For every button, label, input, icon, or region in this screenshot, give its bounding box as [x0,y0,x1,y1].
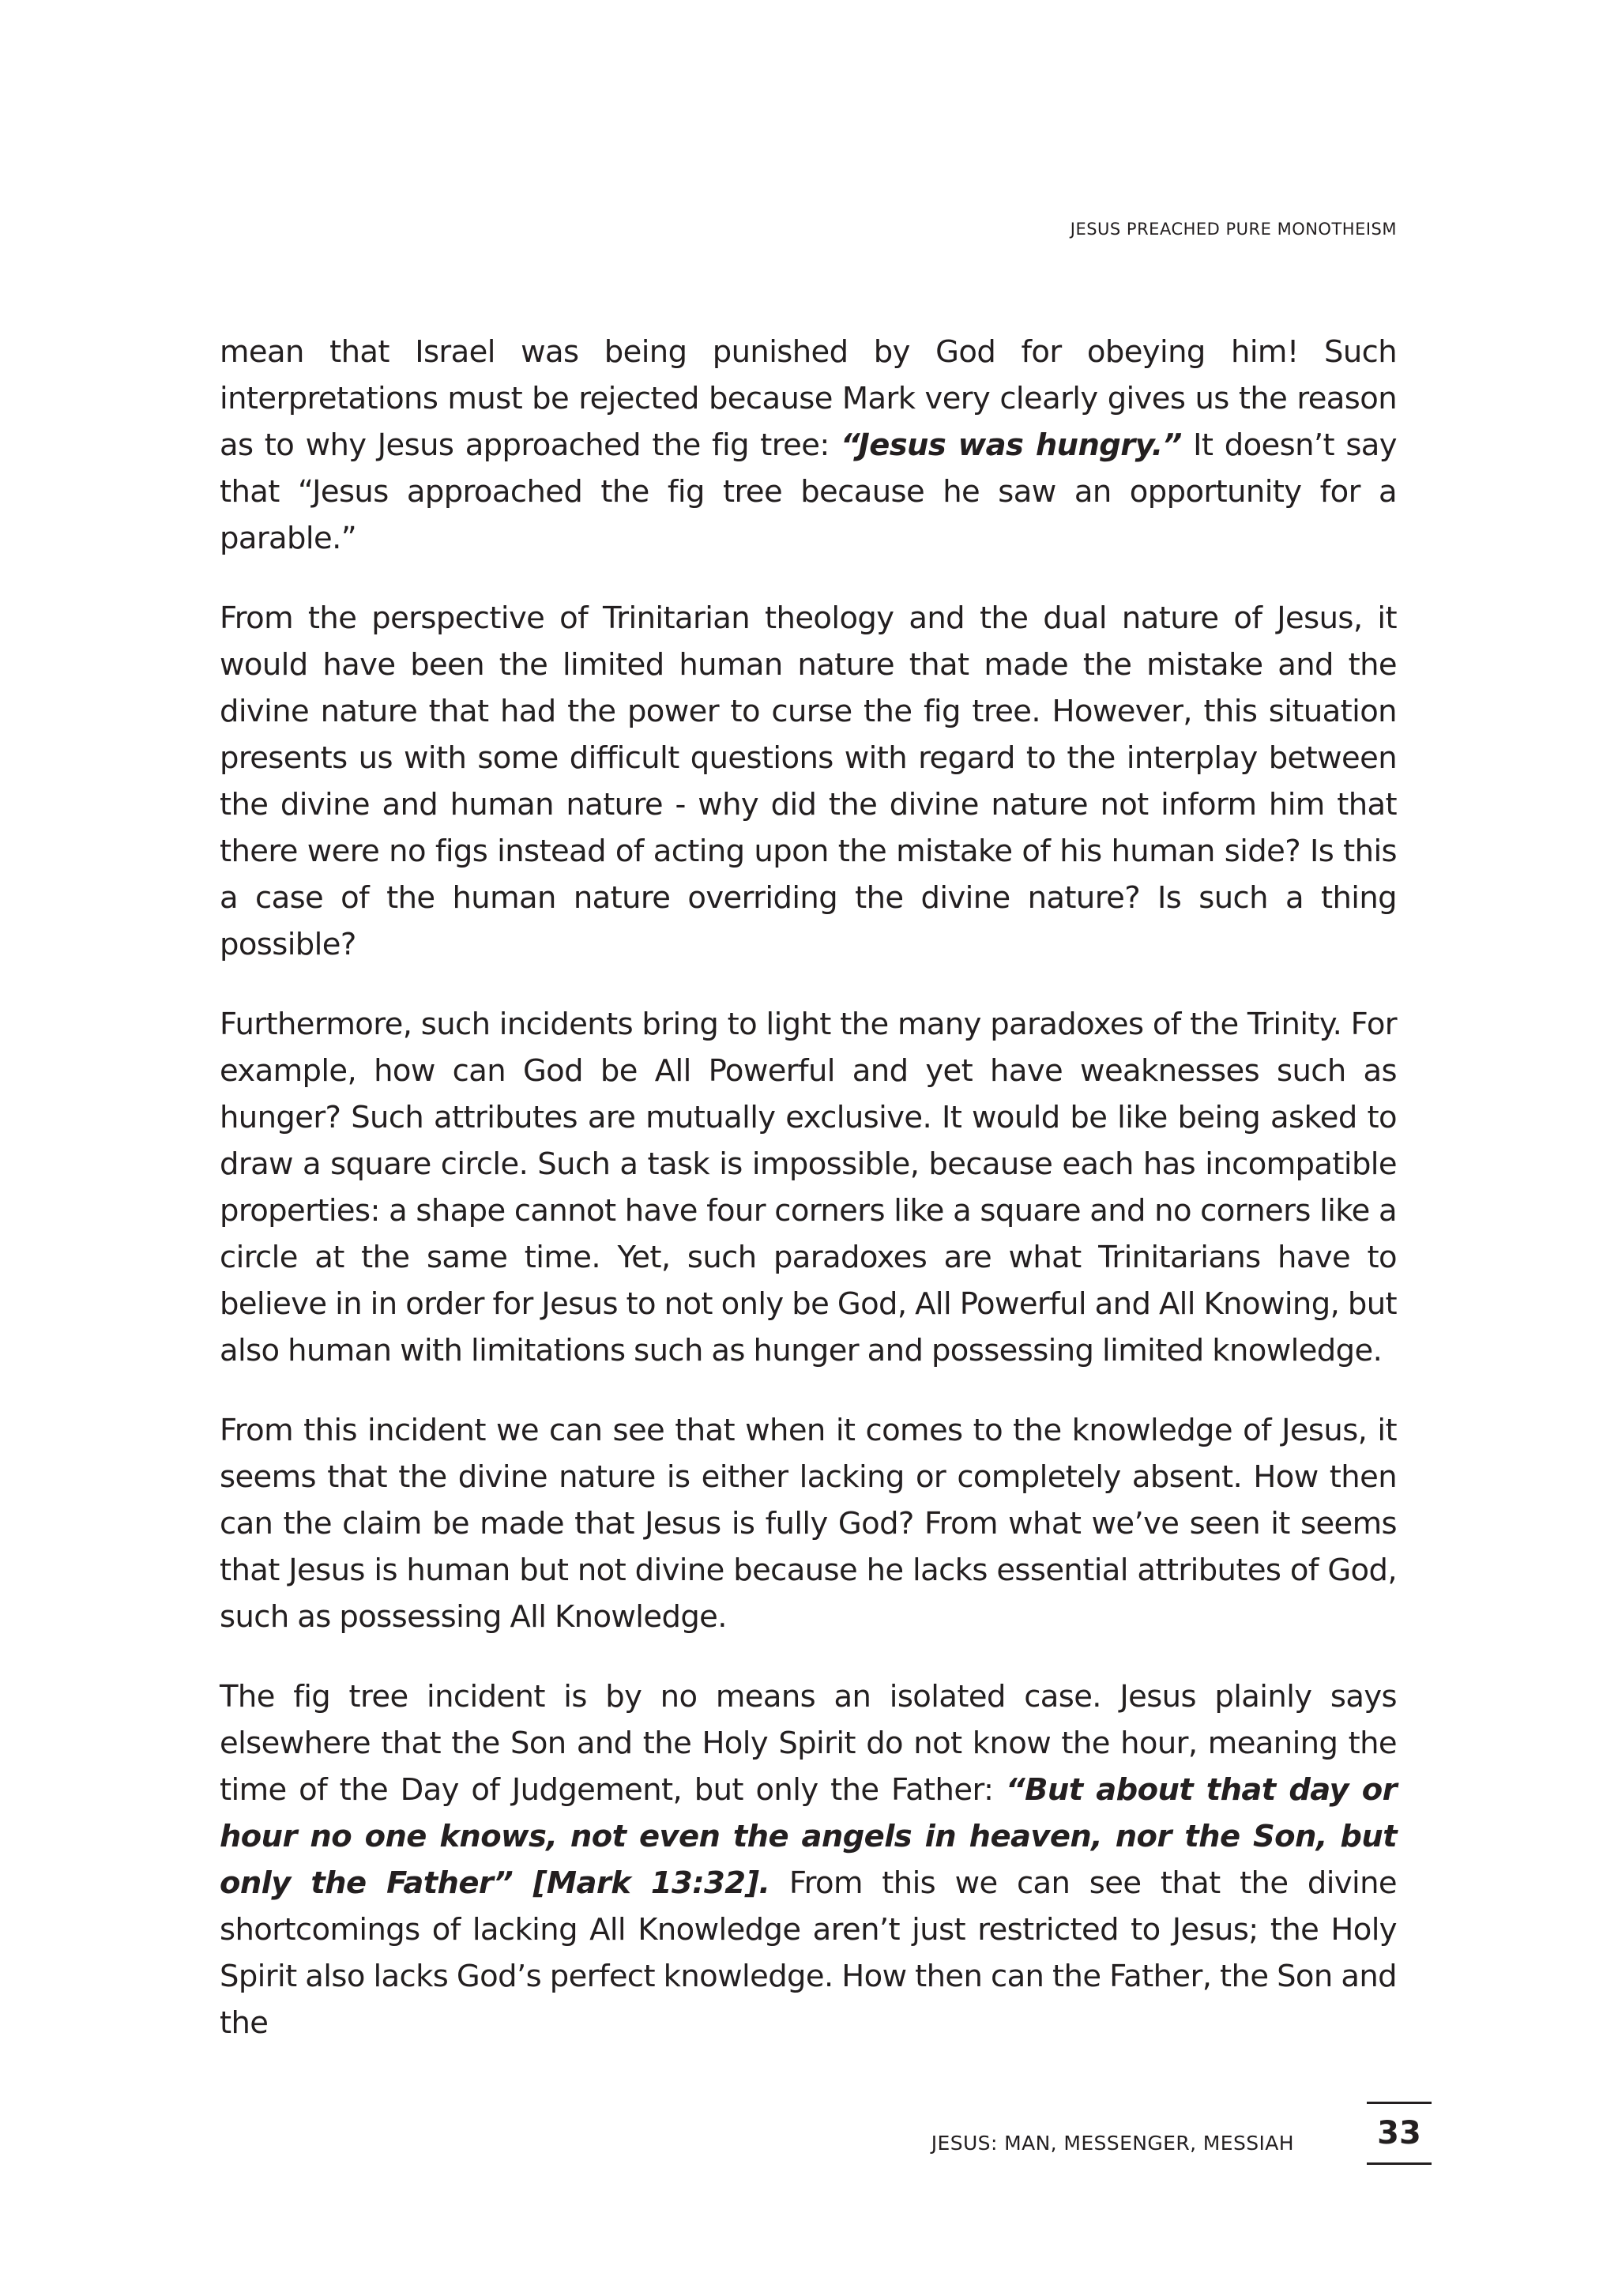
paragraph-5 [220,1673,1397,2046]
paragraph-1 [220,329,1397,562]
running-header: JESUS PREACHED PURE MONOTHEISM [1070,220,1397,239]
paragraph-3 [220,1001,1397,1374]
page-number: 33 [1367,2102,1432,2165]
paragraph-text: It doesn’t say that “Jesus approached the fig tree because he saw an opportunity for a parable.” [220,427,1397,556]
scripture-quote: “Jesus was hungry.” [841,427,1182,463]
scripture-quote: “But about that day or hour no one knows, not even the angels in heaven, nor the Son, but only the Father” [Mark 13:32]. [220,1772,1397,1901]
paragraph-text: From the perspective of Trinitarian theology and the dual nature of Jesus, it would have been the limited human nature that made the mistake and the divine nature that had the power to curse the fig tree. However, this situation presents us with some difficult questions with regard to the interplay between the divine and human nature - why did the divine nature not inform him that there were no figs instead of acting upon the mistake of his human side? Is this a case of the human nature overriding the divine nature? Is such a thing possible? [220,600,1397,962]
paragraph-4 [220,1407,1397,1640]
paragraph-text: mean that Israel was being punished by God for obeying him! Such interpretations must be rejected because Mark very clearly gives us the reason as to why Jesus approached the fig tree: [220,334,1397,463]
paragraph-text: From this we can see that the divine shortcomings of lacking All Knowledge aren’t just restricted to Jesus; the Holy Spirit also lacks God’s perfect knowledge. How then can the Father, the Son and the [220,1865,1397,2041]
paragraph-text: From this incident we can see that when it comes to the knowledge of Jesus, it seems that the divine nature is either lacking or completely absent. How then can the claim be made that Jesus is fully God? From what we’ve seen it seems that Jesus is human but not divine because he lacks essential attributes of God, such as possessing All Knowledge. [220,1413,1397,1635]
paragraph-text: The fig tree incident is by no means an isolated case. Jesus plainly says elsewhere that the Son and the Holy Spirit do not know the hour, meaning the time of the Day of Judgement, but only the Father: [220,1679,1397,1808]
paragraph-text: Furthermore, such incidents bring to light the many paradoxes of the Trinity. For example, how can God be All Powerful and yet have weaknesses such as hunger? Such attributes are mutually exclusive. It would be like being asked to draw a square circle. Such a task is impossible, because each has incompatible properties: a shape cannot have four corners like a square and no corners like a circle at the same time. Yet, such paradoxes are what Trinitarians have to believe in in order for Jesus to not only be God, All Powerful and All Knowing, but also human with limitations such as hunger and possessing limited knowledge. [220,1007,1397,1368]
paragraph-2 [220,595,1397,968]
body-text [220,329,1397,2080]
footer-book-title: JESUS: MAN, MESSENGER, MESSIAH [931,2132,1294,2155]
